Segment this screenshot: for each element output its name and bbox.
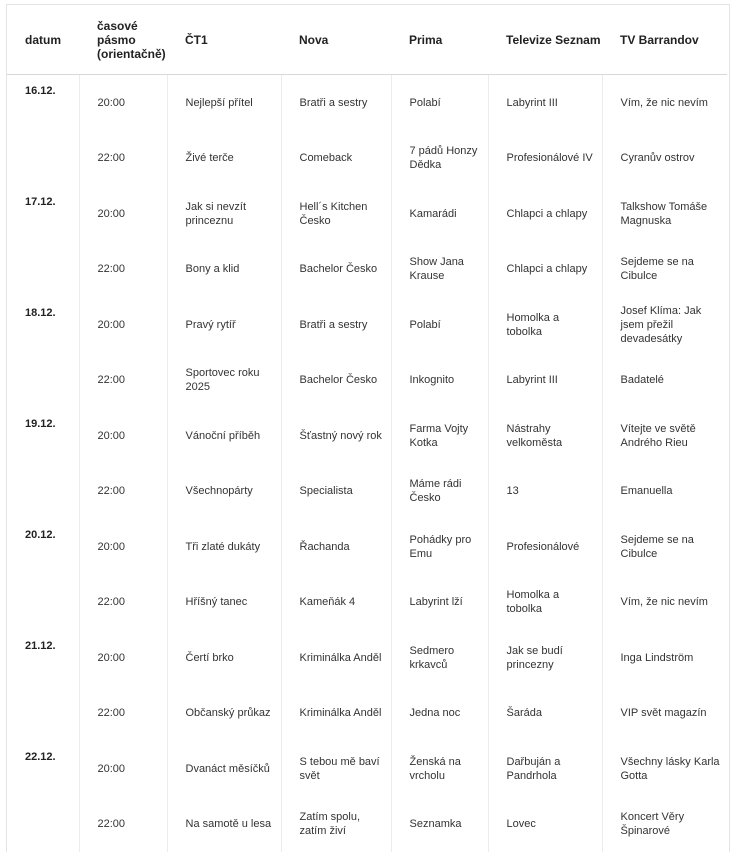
program-cell-barrandov: Talkshow Tomáše Magnuska — [602, 186, 727, 241]
date-cell: 18.12. — [7, 297, 79, 352]
header-time-slot: časové pásmo (orientačně) — [79, 5, 167, 75]
date-cell — [7, 130, 79, 186]
program-cell-prima: Ženská na vrcholu — [391, 741, 488, 796]
time-cell: 20:00 — [79, 186, 167, 241]
program-cell-seznam: Dařbuján a Pandrhola — [488, 741, 602, 796]
table-row — [7, 297, 727, 352]
date-cell — [7, 685, 79, 741]
program-cell-seznam: Lovec — [488, 796, 602, 852]
program-cell-barrandov: VIP svět magazín — [602, 685, 727, 741]
header-row — [7, 5, 727, 75]
program-cell-barrandov: Badatelé — [602, 352, 727, 408]
program-cell-nova: Kameňák 4 — [281, 574, 391, 630]
program-cell-nova: Specialista — [281, 463, 391, 519]
program-cell-ct1: Sportovec roku 2025 — [167, 352, 281, 408]
header-nova: Nova — [281, 5, 391, 75]
program-cell-barrandov: Cyranův ostrov — [602, 130, 727, 186]
table-row — [7, 186, 727, 241]
program-cell-nova: Kriminálka Anděl — [281, 630, 391, 685]
program-cell-prima: Jedna noc — [391, 685, 488, 741]
time-cell: 22:00 — [79, 130, 167, 186]
program-cell-ct1: Pravý rytíř — [167, 297, 281, 352]
time-cell: 22:00 — [79, 463, 167, 519]
program-cell-nova: Zatím spolu, zatím živí — [281, 796, 391, 852]
time-cell: 20:00 — [79, 630, 167, 685]
program-cell-ct1: Vánoční příběh — [167, 408, 281, 463]
program-cell-nova: Bachelor Česko — [281, 352, 391, 408]
program-cell-seznam: Profesionálové IV — [488, 130, 602, 186]
time-cell: 20:00 — [79, 519, 167, 574]
program-cell-prima: Kamarádi — [391, 186, 488, 241]
program-cell-seznam: Homolka a tobolka — [488, 574, 602, 630]
program-cell-ct1: Hříšný tanec — [167, 574, 281, 630]
program-cell-prima: 7 pádů Honzy Dědka — [391, 130, 488, 186]
tv-schedule-container — [6, 4, 730, 852]
date-cell — [7, 574, 79, 630]
date-cell — [7, 352, 79, 408]
program-cell-barrandov: Sejdeme se na Cibulce — [602, 519, 727, 574]
program-cell-barrandov: Koncert Věry Špinarové — [602, 796, 727, 852]
table-row — [7, 630, 727, 685]
table-row — [7, 574, 727, 630]
date-cell: 19.12. — [7, 408, 79, 463]
program-cell-seznam: Labyrint III — [488, 75, 602, 131]
program-cell-nova: Bratři a sestry — [281, 297, 391, 352]
program-cell-prima: Pohádky pro Emu — [391, 519, 488, 574]
program-cell-ct1: Všechnopárty — [167, 463, 281, 519]
program-cell-seznam: Chlapci a chlapy — [488, 241, 602, 297]
program-cell-nova: Kriminálka Anděl — [281, 685, 391, 741]
header-barrandov: TV Barrandov — [602, 5, 727, 75]
tv-schedule-table — [7, 5, 727, 852]
time-cell: 20:00 — [79, 75, 167, 131]
time-cell: 20:00 — [79, 741, 167, 796]
table-row — [7, 241, 727, 297]
program-cell-seznam: Profesionálové — [488, 519, 602, 574]
table-row — [7, 519, 727, 574]
program-cell-ct1: Občanský průkaz — [167, 685, 281, 741]
program-cell-barrandov: Inga Lindström — [602, 630, 727, 685]
schedule-body — [7, 75, 727, 852]
program-cell-prima: Máme rádi Česko — [391, 463, 488, 519]
table-row — [7, 741, 727, 796]
program-cell-seznam: Chlapci a chlapy — [488, 186, 602, 241]
header-ct1: ČT1 — [167, 5, 281, 75]
date-cell — [7, 796, 79, 852]
date-cell: 21.12. — [7, 630, 79, 685]
program-cell-nova: Bachelor Česko — [281, 241, 391, 297]
date-cell — [7, 241, 79, 297]
table-row — [7, 408, 727, 463]
table-row — [7, 685, 727, 741]
time-cell: 22:00 — [79, 574, 167, 630]
date-cell: 16.12. — [7, 75, 79, 131]
time-cell: 22:00 — [79, 685, 167, 741]
program-cell-ct1: Živé terče — [167, 130, 281, 186]
program-cell-seznam: Labyrint III — [488, 352, 602, 408]
program-cell-prima: Farma Vojty Kotka — [391, 408, 488, 463]
program-cell-seznam: Nástrahy velkoměsta — [488, 408, 602, 463]
date-cell: 22.12. — [7, 741, 79, 796]
date-cell: 20.12. — [7, 519, 79, 574]
program-cell-seznam: Šaráda — [488, 685, 602, 741]
program-cell-barrandov: Emanuella — [602, 463, 727, 519]
program-cell-barrandov: Josef Klíma: Jak jsem přežil devadesátky — [602, 297, 727, 352]
program-cell-nova: Řachanda — [281, 519, 391, 574]
program-cell-seznam: Jak se budí princezny — [488, 630, 602, 685]
time-cell: 22:00 — [79, 352, 167, 408]
program-cell-barrandov: Vítejte ve světě Andrého Rieu — [602, 408, 727, 463]
program-cell-nova: Bratři a sestry — [281, 75, 391, 131]
header-seznam: Televize Seznam — [488, 5, 602, 75]
program-cell-ct1: Dvanáct měsíčků — [167, 741, 281, 796]
time-cell: 20:00 — [79, 297, 167, 352]
program-cell-barrandov: Sejdeme se na Cibulce — [602, 241, 727, 297]
program-cell-nova: Comeback — [281, 130, 391, 186]
time-cell: 22:00 — [79, 796, 167, 852]
program-cell-ct1: Tři zlaté dukáty — [167, 519, 281, 574]
program-cell-barrandov: Všechny lásky Karla Gotta — [602, 741, 727, 796]
program-cell-ct1: Jak si nevzít princeznu — [167, 186, 281, 241]
program-cell-nova: Hell´s Kitchen Česko — [281, 186, 391, 241]
program-cell-prima: Sedmero krkavců — [391, 630, 488, 685]
program-cell-nova: Šťastný nový rok — [281, 408, 391, 463]
table-row — [7, 463, 727, 519]
program-cell-prima: Polabí — [391, 297, 488, 352]
header-prima: Prima — [391, 5, 488, 75]
time-cell: 22:00 — [79, 241, 167, 297]
table-row — [7, 130, 727, 186]
program-cell-prima: Show Jana Krause — [391, 241, 488, 297]
program-cell-ct1: Na samotě u lesa — [167, 796, 281, 852]
program-cell-prima: Inkognito — [391, 352, 488, 408]
program-cell-prima: Seznamka — [391, 796, 488, 852]
program-cell-prima: Labyrint lží — [391, 574, 488, 630]
date-cell: 17.12. — [7, 186, 79, 241]
program-cell-seznam: Homolka a tobolka — [488, 297, 602, 352]
program-cell-nova: S tebou mě baví svět — [281, 741, 391, 796]
program-cell-ct1: Nejlepší přítel — [167, 75, 281, 131]
program-cell-ct1: Bony a klid — [167, 241, 281, 297]
program-cell-barrandov: Vím, že nic nevím — [602, 75, 727, 131]
table-row — [7, 75, 727, 131]
program-cell-barrandov: Vím, že nic nevím — [602, 574, 727, 630]
program-cell-prima: Polabí — [391, 75, 488, 131]
table-row — [7, 352, 727, 408]
date-cell — [7, 463, 79, 519]
time-cell: 20:00 — [79, 408, 167, 463]
program-cell-ct1: Čertí brko — [167, 630, 281, 685]
program-cell-seznam: 13 — [488, 463, 602, 519]
table-row — [7, 796, 727, 852]
header-date: datum — [7, 5, 79, 75]
